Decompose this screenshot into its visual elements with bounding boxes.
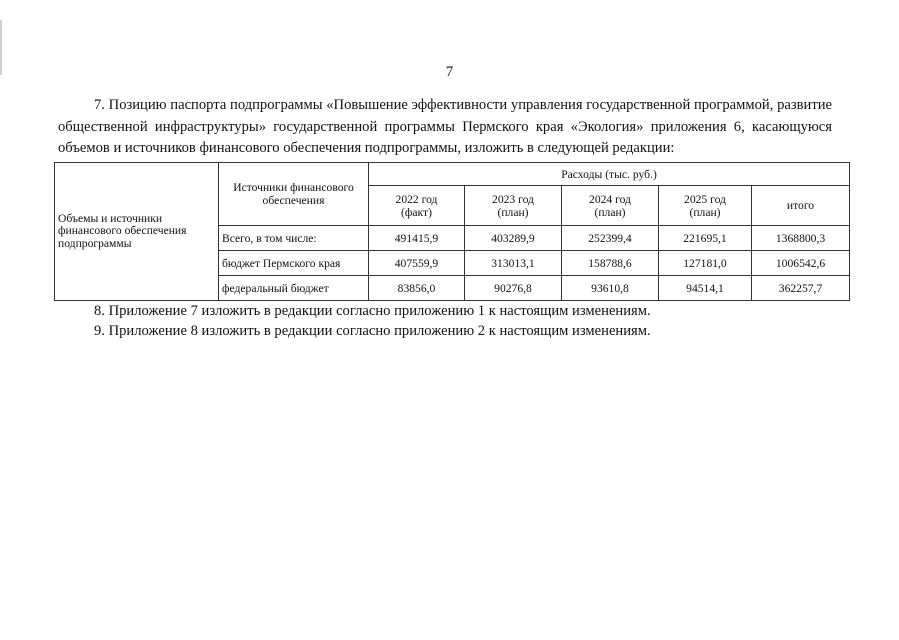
table-cell: 93610,8 (562, 276, 659, 301)
year-header (465, 186, 562, 226)
table-cell: 94514,1 (659, 276, 752, 301)
table-cell: 491415,9 (369, 226, 465, 251)
table-cell: 83856,0 (369, 276, 465, 301)
paragraph-item-8: 8. Приложение 7 изложить в редакции согласно приложению 1 к настоящим изменениям. (94, 303, 651, 319)
year-label: 2023 год (492, 192, 534, 206)
source-header: Источники финансового обеспечения (219, 163, 369, 226)
year-header (562, 186, 659, 226)
year-header (659, 186, 752, 226)
page-number: 7 (445, 64, 454, 80)
table-cell: 1368800,3 (752, 226, 850, 251)
financing-table (54, 162, 850, 301)
year-kind: (факт) (401, 205, 432, 219)
paragraph-item-7: 7. Позицию паспорта подпрограммы «Повышение эффективности управления государственной программой, развитие общественной инфраструктуры» государственной программы Пермского края «Экология» приложения 6, касающуюся объемов и источников финансового обеспечения подпрограммы, изложить в следующей редакции: (58, 97, 832, 156)
table-header-row (55, 163, 850, 186)
table-cell: 362257,7 (752, 276, 850, 301)
table-cell: 221695,1 (659, 226, 752, 251)
table-cell: 252399,4 (562, 226, 659, 251)
year-kind: (план) (497, 205, 529, 219)
paragraph-item-9: 9. Приложение 8 изложить в редакции согласно приложению 2 к настоящим изменениям. (94, 323, 651, 339)
year-header (369, 186, 465, 226)
year-label: 2025 год (684, 192, 726, 206)
total-header: итого (752, 186, 850, 226)
year-kind: (план) (594, 205, 626, 219)
volume-sources-label: Объемы и источники финансового обеспечения подпрограммы (55, 163, 219, 301)
table-cell: 127181,0 (659, 251, 752, 276)
row-label: Всего, в том числе: (219, 226, 369, 251)
year-kind: (план) (689, 205, 721, 219)
row-label: бюджет Пермского края (219, 251, 369, 276)
table-cell: 407559,9 (369, 251, 465, 276)
expenses-header: Расходы (тыс. руб.) (369, 163, 850, 186)
table-cell: 158788,6 (562, 251, 659, 276)
row-label: федеральный бюджет (219, 276, 369, 301)
table-cell: 90276,8 (465, 276, 562, 301)
table-cell: 313013,1 (465, 251, 562, 276)
year-label: 2022 год (395, 192, 438, 206)
table-cell: 403289,9 (465, 226, 562, 251)
year-label: 2024 год (589, 192, 631, 206)
table-cell: 1006542,6 (752, 251, 850, 276)
